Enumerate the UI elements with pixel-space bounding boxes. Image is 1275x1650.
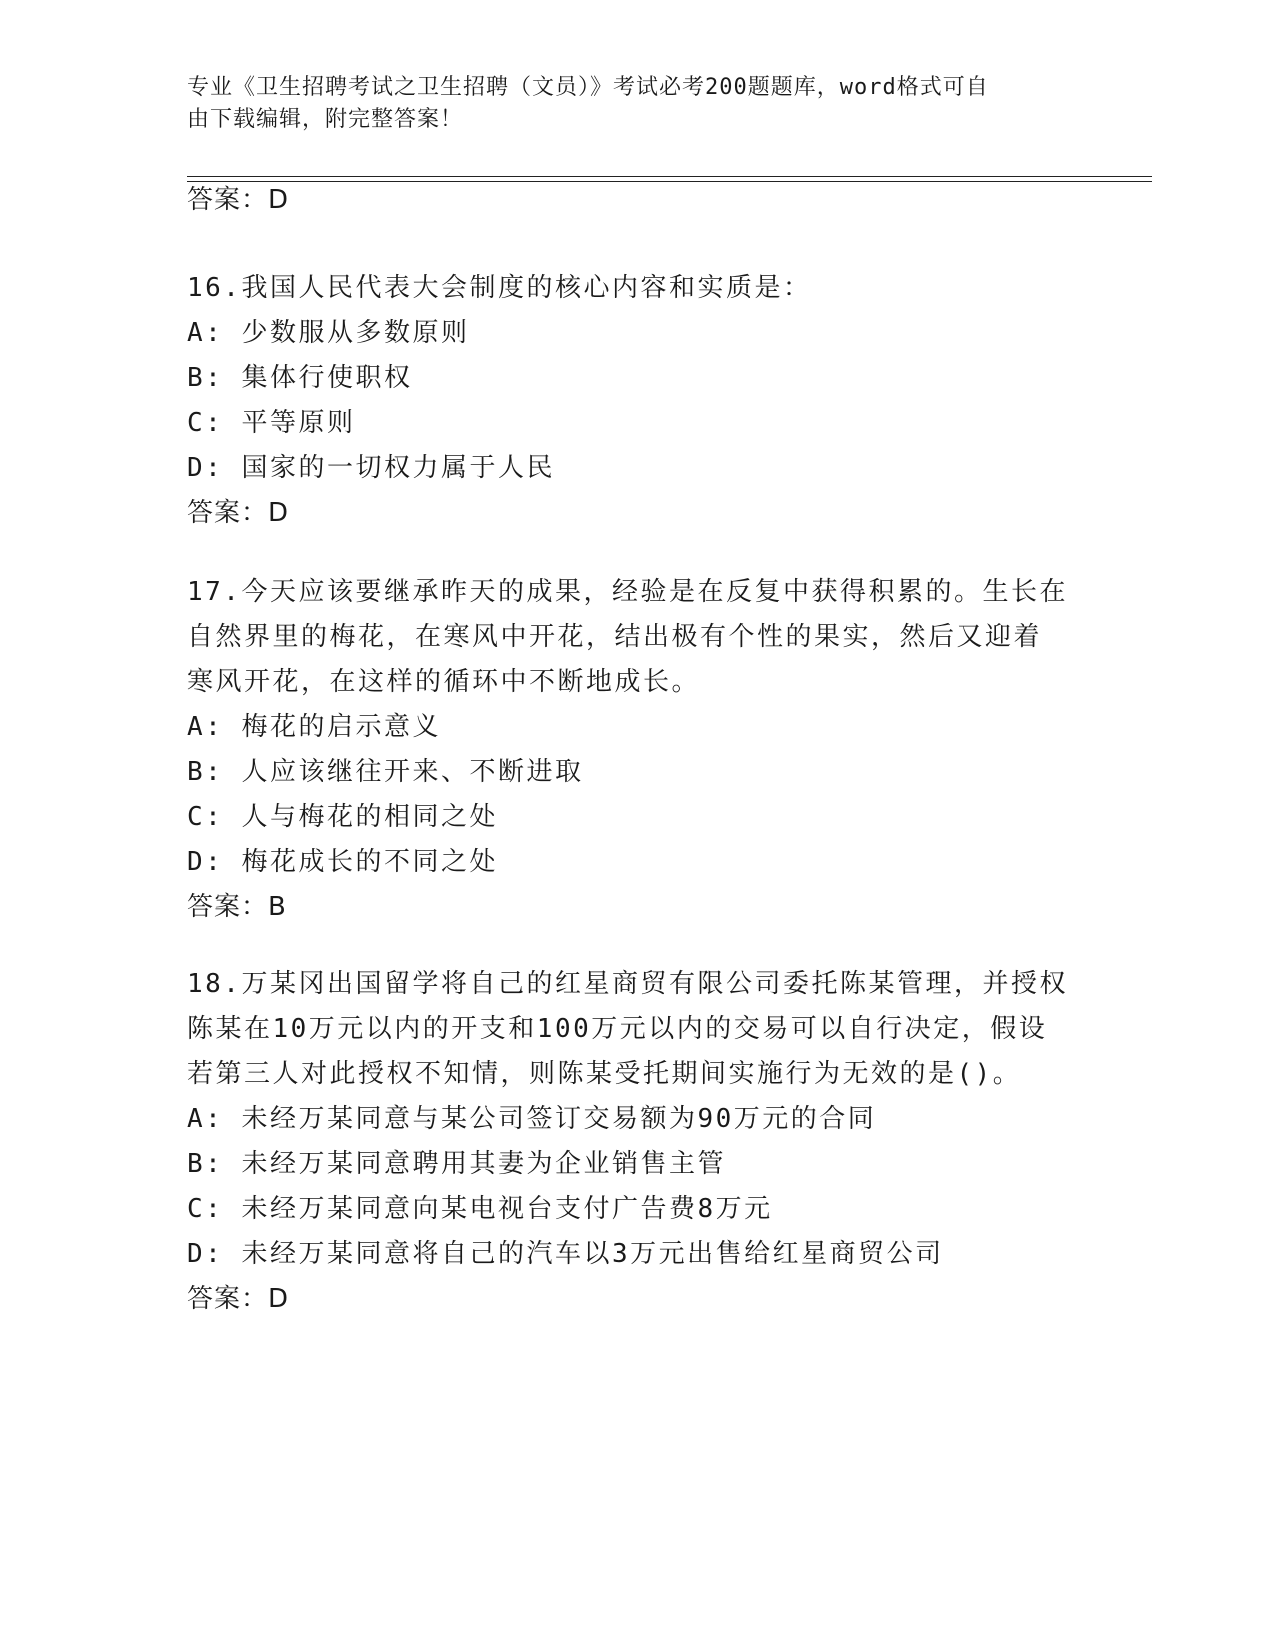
option-d: D: 未经万某同意将自己的汽车以3万元出售给红星商贸公司 — [187, 1239, 944, 1269]
question-text-line: 陈某在10万元以内的开支和100万元以内的交易可以自行决定，假设 — [187, 1014, 1048, 1044]
previous-answer — [187, 178, 1087, 223]
answer-label: 答案：D — [187, 498, 290, 528]
option-b: B: 人应该继往开来、不断进取 — [187, 757, 584, 787]
option-d: D: 国家的一切权力属于人民 — [187, 453, 555, 483]
question-16 — [187, 266, 1087, 536]
question-text — [187, 266, 1077, 311]
question-text-line: 16.我国人民代表大会制度的核心内容和实质是： — [187, 273, 812, 303]
question-text — [187, 570, 1077, 705]
question-text-line: 自然界里的梅花，在寒风中开花，结出极有个性的果实，然后又迎着 — [187, 622, 1043, 652]
option-c: C: 人与梅花的相同之处 — [187, 802, 498, 832]
answer-label: 答案：B — [187, 892, 287, 922]
document-header — [187, 72, 1067, 136]
question-text — [187, 962, 1077, 1097]
option-c: C: 平等原则 — [187, 408, 356, 438]
option-b: B: 集体行使职权 — [187, 363, 413, 393]
option-d: D: 梅花成长的不同之处 — [187, 847, 498, 877]
question-text-line: 18.万某冈出国留学将自己的红星商贸有限公司委托陈某管理，并授权 — [187, 969, 1068, 999]
question-text-line: 17.今天应该要继承昨天的成果，经验是在反复中获得积累的。生长在 — [187, 577, 1068, 607]
answer-label: 答案：D — [187, 1284, 290, 1314]
option-a: A: 未经万某同意与某公司签订交易额为90万元的合同 — [187, 1104, 877, 1134]
header-line-2: 由下载编辑，附完整答案！ — [187, 107, 464, 132]
question-17 — [187, 570, 1087, 930]
answer-label: 答案：D — [187, 185, 290, 215]
question-text-line: 若第三人对此授权不知情，则陈某受托期间实施行为无效的是()。 — [187, 1059, 1022, 1089]
option-b: B: 未经万某同意聘用其妻为企业销售主管 — [187, 1149, 726, 1179]
option-a: A: 少数服从多数原则 — [187, 318, 470, 348]
question-18 — [187, 962, 1087, 1322]
option-a: A: 梅花的启示意义 — [187, 712, 441, 742]
header-rule-top — [187, 176, 1152, 177]
header-line-1: 专业《卫生招聘考试之卫生招聘（文员）》考试必考200题题库，word格式可自 — [187, 75, 989, 100]
question-text-line: 寒风开花，在这样的循环中不断地成长。 — [187, 667, 701, 697]
option-c: C: 未经万某同意向某电视台支付广告费8万元 — [187, 1194, 773, 1224]
